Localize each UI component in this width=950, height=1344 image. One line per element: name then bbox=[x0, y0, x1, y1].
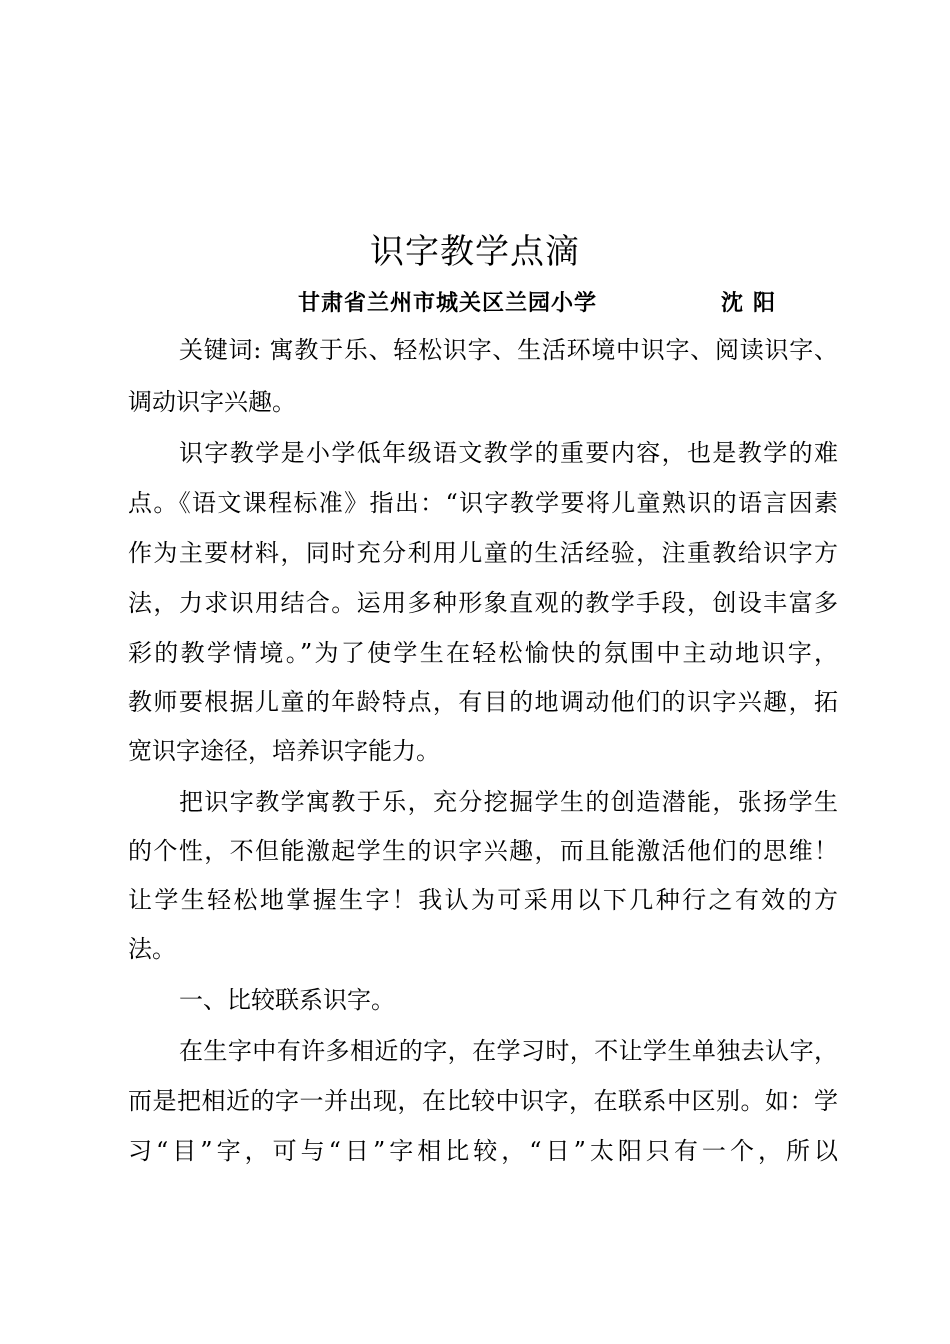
keywords-line: 关键词: 寓教于乐、轻松识字、生活环境中识字、阅读识字、 bbox=[179, 336, 838, 364]
paragraph-line: 而是把相近的字一并出现，在比较中识字，在联系中区别。如：学 bbox=[128, 1087, 838, 1115]
document-title: 识字教学点滴 bbox=[370, 232, 580, 272]
author-name: 沈阳 bbox=[721, 290, 786, 316]
paragraph-line: 让学生轻松地掌握生字！我认为可采用以下几种行之有效的方 bbox=[128, 886, 838, 914]
author-school: 甘肃省兰州市城关区兰园小学 bbox=[298, 290, 598, 316]
paragraph-line: 法。 bbox=[128, 935, 176, 963]
paragraph-line: 点。《语文课程标准》指出：“识字教学要将儿童熟识的语言因素 bbox=[128, 489, 838, 517]
paragraph-line: 法，力求识用结合。运用多种形象直观的教学手段，创设丰富多 bbox=[128, 589, 838, 617]
paragraph-line: 在生字中有许多相近的字，在学习时，不让学生单独去认字， bbox=[179, 1037, 838, 1065]
paragraph-line: 习“目”字，可与“日”字相比较，“日”太阳只有一个，所以 bbox=[128, 1137, 838, 1165]
paragraph-line: 的个性，不但能激起学生的识字兴趣，而且能激活他们的思维！ bbox=[128, 837, 838, 865]
paragraph-line: 彩的教学情境。”为了使学生在轻松愉快的氛围中主动地识字， bbox=[128, 639, 838, 667]
keywords-line-continued: 调动识字兴趣。 bbox=[128, 388, 296, 416]
paragraph-line: 宽识字途径，培养识字能力。 bbox=[128, 737, 440, 765]
paragraph-line: 作为主要材料，同时充分利用儿童的生活经验，注重教给识字方 bbox=[128, 539, 838, 567]
paragraph-line: 教师要根据儿童的年龄特点，有目的地调动他们的识字兴趣，拓 bbox=[128, 688, 838, 716]
section-heading: 一、比较联系识字。 bbox=[179, 986, 395, 1014]
paragraph-line: 识字教学是小学低年级语文教学的重要内容，也是教学的难 bbox=[179, 439, 838, 467]
byline bbox=[298, 286, 786, 320]
paragraph-line: 把识字教学寓教于乐，充分挖掘学生的创造潜能，张扬学生 bbox=[179, 788, 838, 816]
